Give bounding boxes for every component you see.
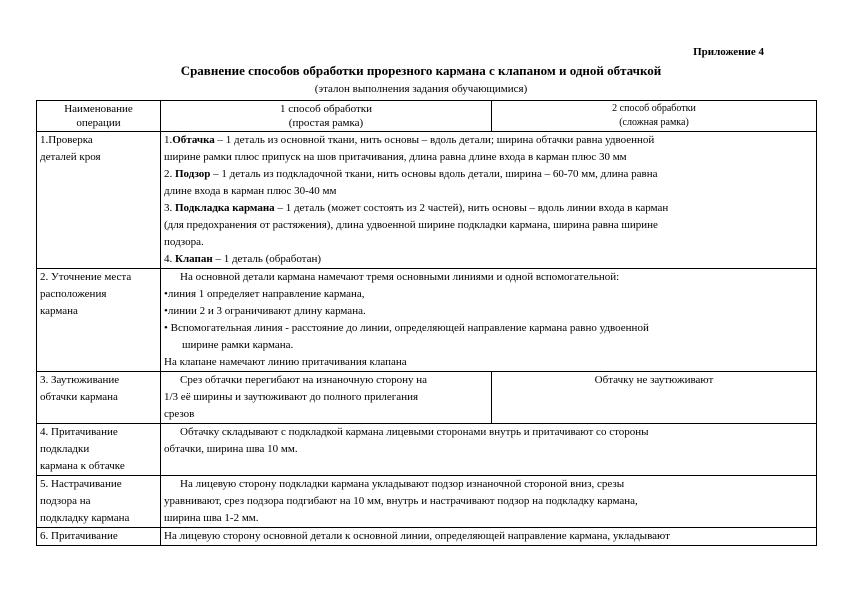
operation-name-cell: 3. Заутюживание обтачки кармана [37, 372, 161, 424]
operation-name-cell: 2. Уточнение места расположения кармана [37, 269, 161, 372]
header-method-1: 1 способ обработки (простая рамка) [161, 101, 492, 132]
bullet-item: •линия 1 определяет направление кармана, [164, 288, 365, 300]
table-row [37, 424, 817, 476]
operation-description-cell: Обтачку складывают с подкладкой кармана лицевыми сторонами внутрь и притачивают со стороны обтачки, ширина шва 10 мм. [161, 424, 817, 476]
operation-description-cell: 1.Обтачка – 1 деталь из основной ткани, нить основы – вдоль детали; ширина обтачки равна удвоенной ширине рамки плюс припуск на шов притачивания, длина равна длине входа в карман плюс 30 мм 2. Подзор – 1 деталь из подкладочной ткани, нить основы вдоль детали, ширина – 60-70 мм, длина равна длине входа в карман плюс 30-40 мм 3. Подкладка кармана – 1 деталь (может состоять из 2 частей), нить основы – вдоль линии входа в карман (для предохранения от растяжения), длина удвоенной ширине подкладки кармана, ширина равна ширине подзора. 4. Клапан – 1 деталь (обработан) [161, 132, 817, 269]
operation-description-cell: На лицевую сторону подкладки кармана укладывают подзор изнаночной стороной вниз, срезы уравнивают, срез подзора подгибают на 10 мм, внутрь и настрачивают подзор на подкладку кармана, ширина шва 1-2 мм. [161, 476, 817, 528]
header-method-2: 2 способ обработки (сложная рамка) [492, 101, 817, 132]
method-2-cell: Обтачку не заутюживают [492, 372, 817, 424]
table-row [37, 476, 817, 528]
operation-description-cell: На лицевую сторону основной детали к основной линии, определяющей направление кармана, укладывают [161, 528, 817, 546]
table-header-row [37, 101, 817, 132]
document-subtitle: (эталон выполнения задания обучающимися) [314, 83, 528, 95]
header-operation-name: Наименование операции [37, 101, 161, 132]
table-row [37, 269, 817, 372]
document-title: Сравнение способов обработки прорезного кармана с клапаном и одной обтачкой [180, 63, 662, 78]
bullet-item: • Вспомогательная линия - расстояние до линии, определяющей направление кармана равно удвоенной [164, 322, 649, 334]
operation-name-cell: 5. Настрачивание подзора на подкладку кармана [37, 476, 161, 528]
appendix-label: Приложение 4 [693, 46, 764, 58]
operation-name-cell: 6. Притачивание [37, 528, 161, 546]
bullet-item: •линии 2 и 3 ограничивают длину кармана. [164, 305, 366, 317]
operation-name-cell: 4. Притачивание подкладки кармана к обтачке [37, 424, 161, 476]
table-row [37, 528, 817, 546]
table-row [37, 372, 817, 424]
operation-name-cell: 1.Проверка деталей кроя [37, 132, 161, 269]
table-row [37, 132, 817, 269]
comparison-table [36, 100, 817, 546]
operation-description-cell: На основной детали кармана намечают тремя основными линиями и одной вспомогательной: •линия 1 определяет направление кармана, •линии 2 и 3 ограничивают длину кармана. • Вспомогательная линия - расстояние до линии, определяющей направление кармана равно удвоенной ширине рамки кармана. На клапане намечают линию притачивания клапана [161, 269, 817, 372]
method-1-cell: Срез обтачки перегибают на изнаночную сторону на 1/3 её ширины и заутюживают до полного прилегания срезов [161, 372, 492, 424]
